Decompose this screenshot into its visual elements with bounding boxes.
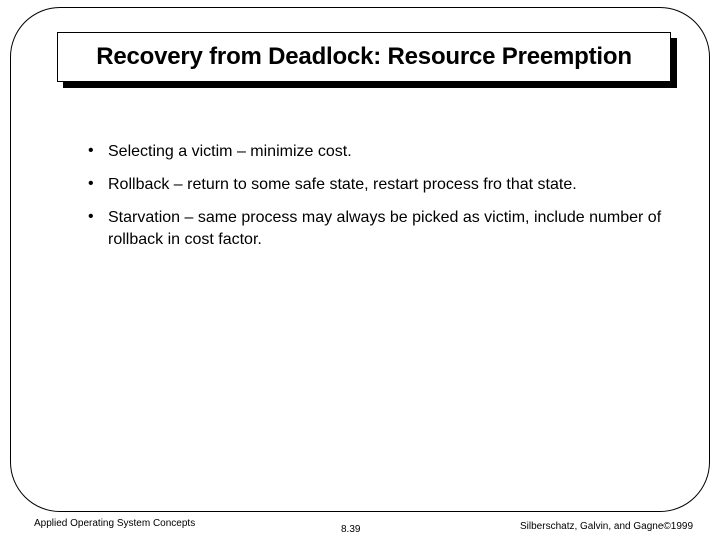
footer-course-title: Applied Operating System Concepts (34, 518, 196, 529)
bullet-dot-icon: • (88, 208, 94, 225)
bullet-item (88, 174, 688, 196)
bullet-text: Rollback – return to some safe state, restart process fro that state. (108, 176, 577, 193)
title-box (57, 32, 671, 82)
bullet-text: Starvation – same process may always be picked as victim, include number of rollback in cost factor. (108, 209, 662, 248)
bullet-item (88, 207, 688, 251)
bullet-item (88, 141, 688, 163)
bullet-list (88, 141, 688, 262)
bullet-dot-icon: • (88, 142, 94, 159)
slide-title: Recovery from Deadlock: Resource Preemption (96, 43, 632, 70)
bullet-dot-icon: • (88, 175, 94, 192)
footer-copyright: Silberschatz, Galvin, and Gagne©1999 (520, 521, 694, 532)
bullet-text: Selecting a victim – minimize cost. (108, 143, 352, 160)
footer-page-number: 8.39 (341, 524, 361, 535)
